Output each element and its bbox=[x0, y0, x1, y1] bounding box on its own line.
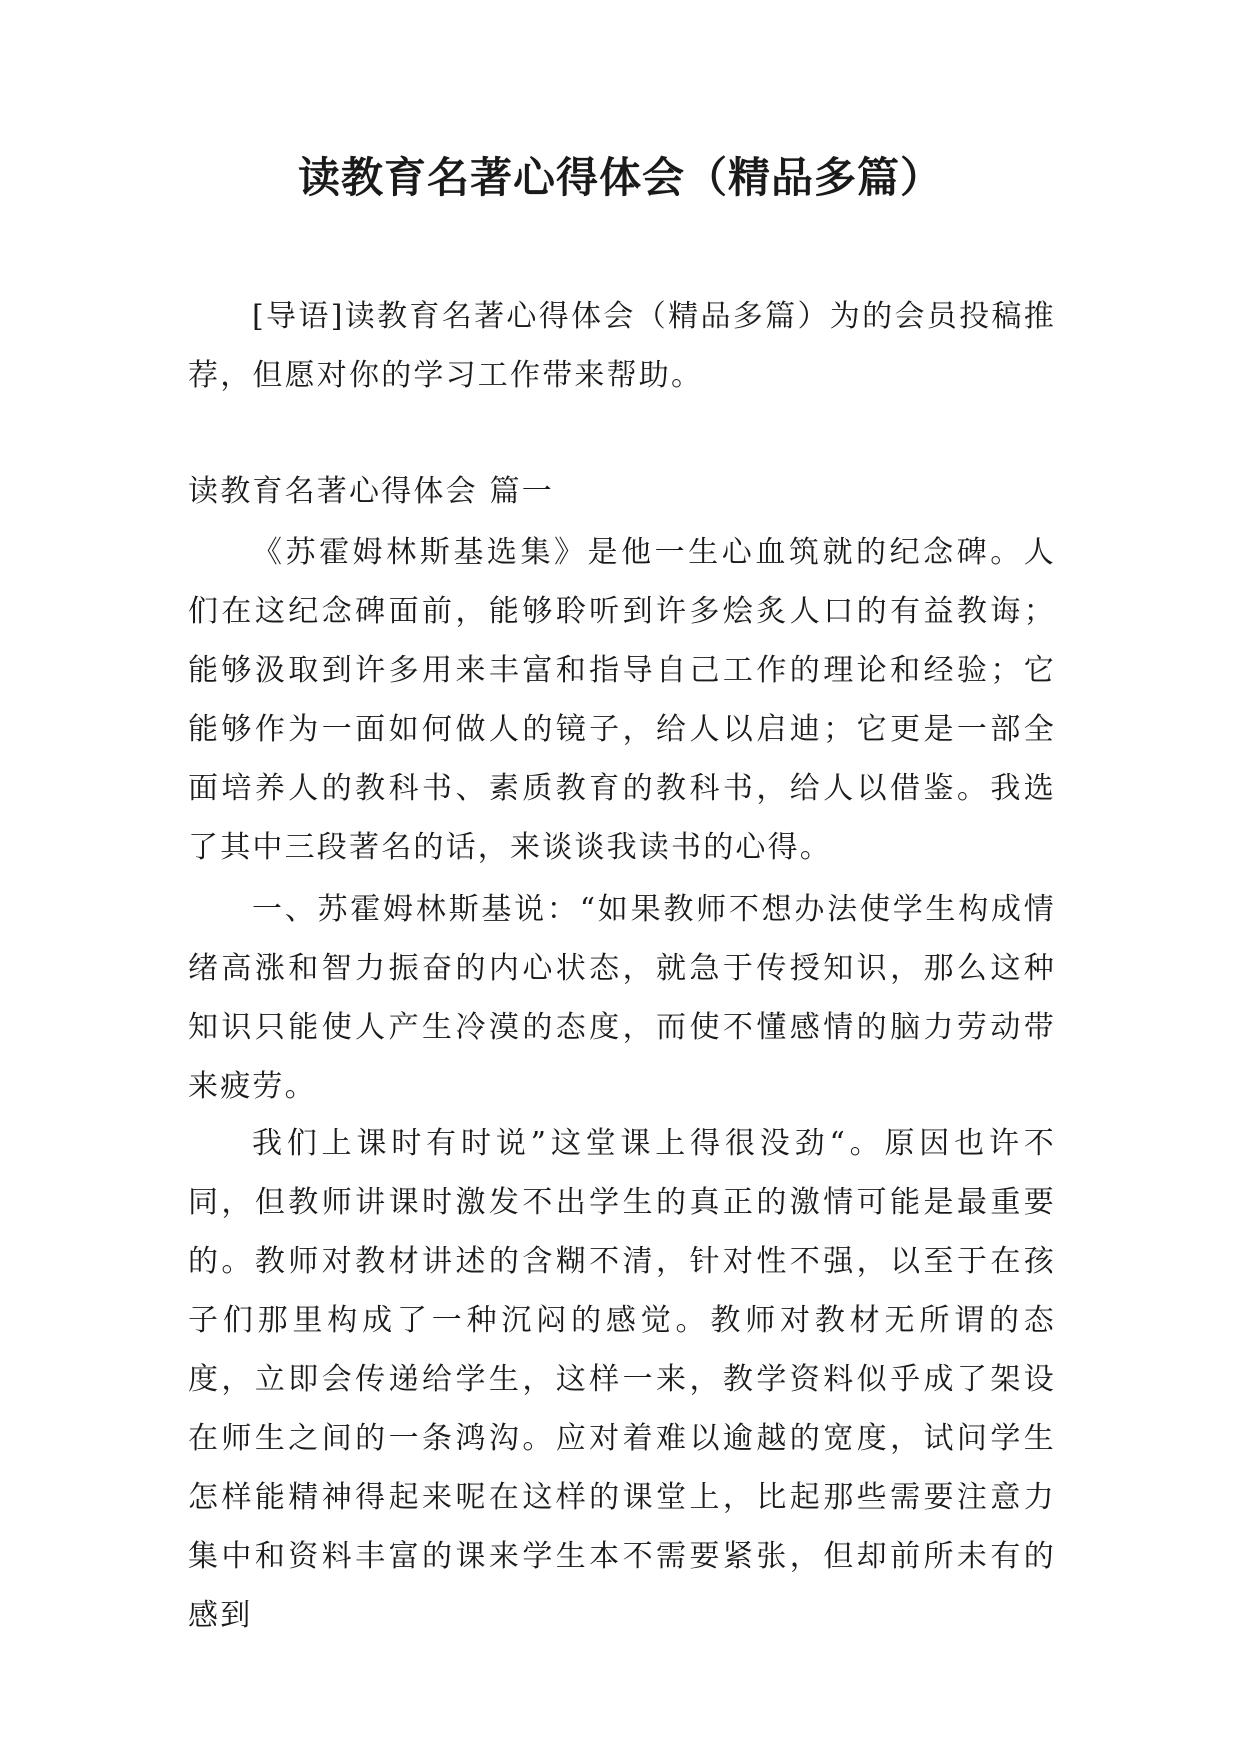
document-title: 读教育名著心得体会（精品多篇） bbox=[297, 153, 943, 202]
body-paragraph: 《苏霍姆林斯基选集》是他一生心血筑就的纪念碑。人们在这纪念碑面前，能够聆听到许多烩炙人口的有益教诲；能够汲取到许多用来丰富和指导自己工作的理论和经验；它能够作为一面如何做人的镜子，给人以启迪；它更是一部全面培养人的教科书、素质教育的教科书，给人以借鉴。我选了其中三段著名的话，来谈谈我读书的心得。 bbox=[188, 535, 1056, 865]
body-paragraph: 一、苏霍姆林斯基说：“如果教师不想办法使学生构成情绪高涨和智力振奋的内心状态，就急于传授知识，那么这种知识只能使人产生冷漠的态度，而使不懂感情的脑力劳动带来疲劳。 bbox=[188, 892, 1056, 1104]
body-paragraph: 我们上课时有时说”这堂课上得很没劲“。原因也许不同，但教师讲课时激发不出学生的真正的激情可能是最重要的。教师对教材讲述的含糊不清，针对性不强，以至于在孩子们那里构成了一种沉闷的感觉。教师对教材无所谓的态度，立即会传递给学生，这样一来，教学资料似乎成了架设在师生之间的一条鸿沟。应对着难以逾越的宽度，试问学生怎样能精神得起来呢在这样的课堂上，比起那些需要注意力集中和资料丰富的课来学生本不需要紧张，但却前所未有的感到 bbox=[188, 1126, 1056, 1633]
intro-paragraph: [导语]读教育名著心得体会（精品多篇）为的会员投稿推荐，但愿对你的学习工作带来帮助。 bbox=[188, 299, 1056, 393]
section-heading: 读教育名著心得体会 篇一 bbox=[188, 474, 554, 509]
